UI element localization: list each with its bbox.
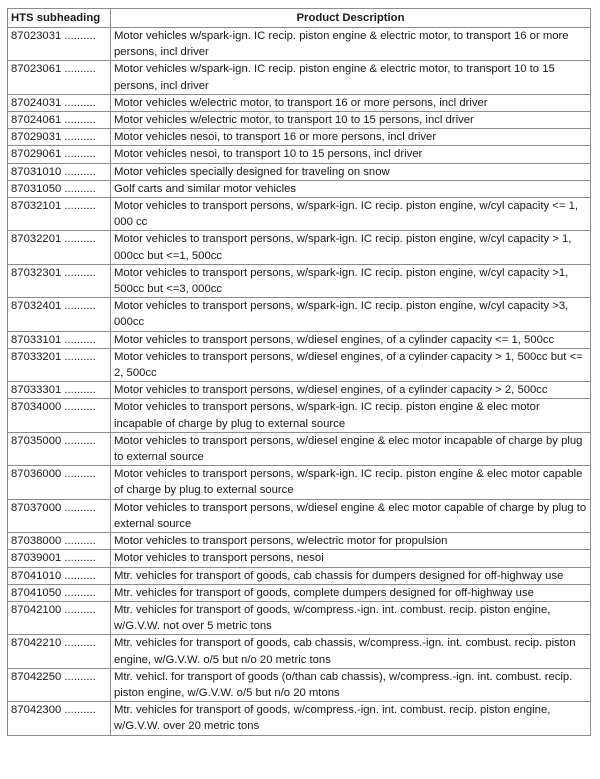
- hts-code-cell: 87042300 .....: [8, 702, 111, 735]
- table-row: [8, 61, 591, 94]
- table-row: [8, 432, 591, 465]
- hts-code-cell: 87024061 .....: [8, 112, 111, 129]
- product-description-cell: Mtr. vehicles for transport of goods, w/compress.-ign. int. combust. recip. piston engine, w/G.V.W. over 20 metric tons: [111, 702, 591, 735]
- column-header-hts-subheading: HTS subheading: [8, 9, 111, 28]
- product-description-cell: Mtr. vehicl. for transport of goods (o/than cab chassis), w/compress.-ign. int. combust. recip. piston engine, w/G.V.W. o/5 but n/o 20 mtons: [111, 668, 591, 701]
- table-row: [8, 163, 591, 180]
- product-description-cell: Motor vehicles to transport persons, w/spark-ign. IC recip. piston engine, w/cyl capacity >1, 500cc but <=3, 000cc: [111, 264, 591, 297]
- product-description-cell: Motor vehicles to transport persons, w/spark-ign. IC recip. piston engine, w/cyl capacity <= 1, 000 cc: [111, 198, 591, 231]
- hts-code-cell: 87032101 .....: [8, 198, 111, 231]
- product-description-cell: Motor vehicles to transport persons, w/spark-ign. IC recip. piston engine & elec motor incapable of charge by plug to external source: [111, 399, 591, 432]
- table-row: [8, 466, 591, 499]
- hts-code-cell: 87039001 .....: [8, 550, 111, 567]
- product-description-cell: Motor vehicles to transport persons, w/diesel engine & elec motor capable of charge by plug to external source: [111, 499, 591, 532]
- hts-code-cell: 87031010 .....: [8, 163, 111, 180]
- product-description-cell: Mtr. vehicles for transport of goods, cab chassis, w/compress.-ign. int. combust. recip. piston engine, w/G.V.W. o/5 but n/o 20 metric tons: [111, 635, 591, 668]
- table-row: [8, 264, 591, 297]
- table-row: [8, 94, 591, 111]
- hts-code-cell: 87029031 .....: [8, 129, 111, 146]
- hts-code-cell: 87041050 .....: [8, 584, 111, 601]
- table-row: [8, 601, 591, 634]
- product-description-cell: Motor vehicles w/spark-ign. IC recip. piston engine & electric motor, to transport 10 to 15 persons, incl driver: [111, 61, 591, 94]
- table-row: [8, 28, 591, 61]
- table-row: [8, 702, 591, 735]
- hts-code-cell: 87042210 .....: [8, 635, 111, 668]
- product-description-cell: Motor vehicles to transport persons, w/spark-ign. IC recip. piston engine, w/cyl capacity >3, 000cc: [111, 298, 591, 331]
- hts-code-cell: 87038000 .....: [8, 533, 111, 550]
- column-header-product-description: Product Description: [111, 9, 591, 28]
- product-description-cell: Motor vehicles to transport persons, w/diesel engines, of a cylinder capacity > 2, 500cc: [111, 382, 591, 399]
- product-description-cell: Motor vehicles to transport persons, nesoi: [111, 550, 591, 567]
- product-description-cell: Motor vehicles to transport persons, w/spark-ign. IC recip. piston engine, w/cyl capacity > 1, 000cc but <=1, 500cc: [111, 231, 591, 264]
- product-description-cell: Motor vehicles nesoi, to transport 16 or more persons, incl driver: [111, 129, 591, 146]
- product-description-cell: Mtr. vehicles for transport of goods, complete dumpers designed for off-highway use: [111, 584, 591, 601]
- hts-code-cell: 87041010 .....: [8, 567, 111, 584]
- hts-code-cell: 87035000 .....: [8, 432, 111, 465]
- table-row: [8, 180, 591, 197]
- hts-code-cell: 87031050 .....: [8, 180, 111, 197]
- product-description-cell: Golf carts and similar motor vehicles: [111, 180, 591, 197]
- hts-code-cell: 87036000 .....: [8, 466, 111, 499]
- table-row: [8, 198, 591, 231]
- hts-code-cell: 87024031 .....: [8, 94, 111, 111]
- table-body: [8, 28, 591, 736]
- hts-product-table: [7, 8, 591, 736]
- product-description-cell: Motor vehicles w/electric motor, to transport 10 to 15 persons, incl driver: [111, 112, 591, 129]
- product-description-cell: Motor vehicles nesoi, to transport 10 to 15 persons, incl driver: [111, 146, 591, 163]
- hts-code-cell: 87042250 .....: [8, 668, 111, 701]
- product-description-cell: Motor vehicles to transport persons, w/spark-ign. IC recip. piston engine & elec motor capable of charge by plug to external source: [111, 466, 591, 499]
- table-row: [8, 146, 591, 163]
- hts-code-cell: 87032401 .....: [8, 298, 111, 331]
- table-row: [8, 550, 591, 567]
- table-row: [8, 399, 591, 432]
- table-row: [8, 231, 591, 264]
- table-row: [8, 129, 591, 146]
- table-row: [8, 112, 591, 129]
- header-row: [8, 9, 591, 28]
- table-row: [8, 331, 591, 348]
- table-row: [8, 635, 591, 668]
- hts-code-cell: 87033301 .....: [8, 382, 111, 399]
- hts-code-cell: 87037000 .....: [8, 499, 111, 532]
- table-row: [8, 499, 591, 532]
- product-description-cell: Motor vehicles to transport persons, w/diesel engines, of a cylinder capacity > 1, 500cc but <= 2, 500cc: [111, 348, 591, 381]
- table-row: [8, 298, 591, 331]
- hts-code-cell: 87042100 .....: [8, 601, 111, 634]
- table-row: [8, 584, 591, 601]
- hts-code-cell: 87023061 .....: [8, 61, 111, 94]
- hts-code-cell: 87032201 .....: [8, 231, 111, 264]
- table-row: [8, 348, 591, 381]
- product-description-cell: Motor vehicles specially designed for traveling on snow: [111, 163, 591, 180]
- hts-code-cell: 87033201 .....: [8, 348, 111, 381]
- hts-code-cell: 87033101 .....: [8, 331, 111, 348]
- table-row: [8, 382, 591, 399]
- table-row: [8, 533, 591, 550]
- hts-code-cell: 87023031 .....: [8, 28, 111, 61]
- hts-code-cell: 87029061 .....: [8, 146, 111, 163]
- table-row: [8, 668, 591, 701]
- product-description-cell: Motor vehicles w/electric motor, to transport 16 or more persons, incl driver: [111, 94, 591, 111]
- product-description-cell: Motor vehicles to transport persons, w/diesel engine & elec motor incapable of charge by plug to external source: [111, 432, 591, 465]
- product-description-cell: Motor vehicles w/spark-ign. IC recip. piston engine & electric motor, to transport 16 or more persons, incl driver: [111, 28, 591, 61]
- product-description-cell: Motor vehicles to transport persons, w/electric motor for propulsion: [111, 533, 591, 550]
- table-row: [8, 567, 591, 584]
- hts-code-cell: 87032301 .....: [8, 264, 111, 297]
- hts-code-cell: 87034000 .....: [8, 399, 111, 432]
- product-description-cell: Mtr. vehicles for transport of goods, w/compress.-ign. int. combust. recip. piston engine, w/G.V.W. not over 5 metric tons: [111, 601, 591, 634]
- product-description-cell: Mtr. vehicles for transport of goods, cab chassis for dumpers designed for off-highway use: [111, 567, 591, 584]
- product-description-cell: Motor vehicles to transport persons, w/diesel engines, of a cylinder capacity <= 1, 500cc: [111, 331, 591, 348]
